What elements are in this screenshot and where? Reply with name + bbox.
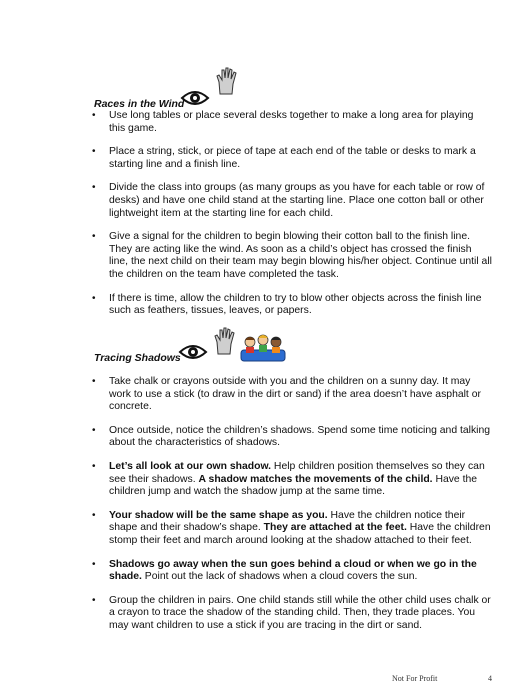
eye-icon bbox=[178, 342, 208, 367]
bullet-marker: • bbox=[92, 110, 96, 121]
list-item: • Place a string, stick, or piece of tape at each end of the table or desks to mark a starting line and a finish line. bbox=[92, 146, 476, 170]
hand-icon bbox=[213, 326, 237, 361]
list-item: • Use long tables or place several desks together to make a long area for playing this game. bbox=[92, 110, 474, 134]
list-item: • Divide the class into groups (as many groups as you have for each table or row of desks) and have one child stand at the starting line. Place one cotton ball or other lightweight item at the starting line for each child. bbox=[92, 182, 485, 219]
races-bullet-list bbox=[92, 110, 492, 329]
bullet-marker: • bbox=[92, 182, 96, 194]
page-number: 4 bbox=[488, 674, 492, 683]
section-title: Races in the Wind bbox=[94, 98, 185, 110]
list-item: • Group the children in pairs. One child stands still while the other child uses chalk or a crayon to trace the shadow of the standing child. Then, they trade places. You may want children to use a stick if you are tracing in the dirt or sand. bbox=[92, 594, 491, 631]
list-item: • Let’s all look at our own shadow. Help children position themselves so they can see their shadows. A shadow matches the movements of the child. Have the children jump and watch the shadow jump at the same time. bbox=[92, 460, 485, 498]
list-item: • Your shadow will be the same shape as you. Have the children notice their shape and their shadow’s shape. They are attached at the feet. Have the children stomp their feet and march around looking at the shadow attached to their feet. bbox=[92, 509, 491, 546]
section-title: Tracing Shadows bbox=[94, 352, 181, 364]
bullet-marker: • bbox=[92, 231, 96, 243]
bullet-marker: • bbox=[92, 594, 96, 606]
list-item: • If there is time, allow the children to try to blow other objects across the finish line such as feathers, tissues, leaves, or papers. bbox=[92, 292, 482, 317]
bullet-marker: • bbox=[92, 292, 96, 304]
list-item: • Take chalk or crayons outside with you and the children on a sunny day. It may work to use a stick (to draw in the dirt or sand) if the area doesn’t have asphalt or concrete. bbox=[92, 376, 481, 413]
section-shadows-header bbox=[94, 334, 294, 364]
shadows-bullet-list bbox=[92, 376, 492, 644]
bullet-marker: • bbox=[92, 376, 96, 387]
list-item: • Once outside, notice the children’s shadows. Spend some time noticing and talking about the characteristics of shadows. bbox=[92, 424, 491, 449]
children-icon bbox=[240, 330, 286, 367]
page-footer bbox=[392, 674, 492, 683]
hand-icon bbox=[215, 66, 239, 101]
section-races-header bbox=[94, 80, 254, 110]
bullet-marker: • bbox=[92, 509, 96, 521]
bullet-marker: • bbox=[92, 460, 96, 472]
list-item: • Give a signal for the children to begin blowing their cotton ball to the finish line. They are acting like the wind. As soon as a child’s object has crossed the finish line, the next child on their team may begin blowing his/her object. Continue until all the children on the team have completed the task. bbox=[92, 231, 492, 280]
list-item: • Shadows go away when the sun goes behind a cloud or when we go in the shade. Point out the lack of shadows when a cloud covers the sun. bbox=[92, 558, 477, 583]
footer-label: Not For Profit bbox=[392, 674, 438, 683]
bullet-marker: • bbox=[92, 558, 96, 570]
bullet-marker: • bbox=[92, 424, 96, 436]
bullet-marker: • bbox=[92, 146, 96, 158]
